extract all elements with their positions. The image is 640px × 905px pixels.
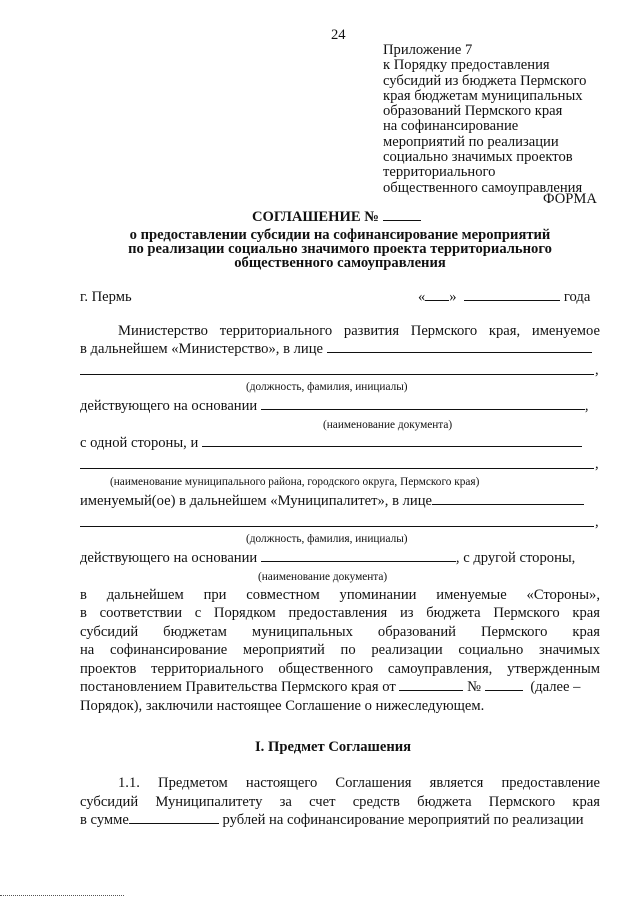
comma: , (595, 456, 599, 472)
agreement-subtitle (80, 228, 600, 270)
acting-basis-line (80, 397, 589, 415)
appendix-line: Приложение 7 (383, 42, 473, 58)
caption-position: (должность, фамилия, инициалы) (246, 381, 408, 393)
date-day-field[interactable] (425, 288, 449, 301)
ministry-basis-field[interactable] (261, 397, 585, 410)
resolution-date-field[interactable] (399, 678, 463, 691)
caption-municipality: (наименование муниципального района, городского округа, Пермского края) (110, 476, 480, 488)
appendix-line: образований Пермского края (383, 103, 563, 120)
date-field (418, 288, 590, 306)
municipality-name-line[interactable] (80, 468, 594, 469)
comma: , (584, 398, 589, 414)
appendix-line: субсидий из бюджета Пермского (383, 72, 587, 89)
appendix-block (383, 43, 586, 196)
caption-document: (наименование документа) (323, 419, 453, 431)
clause-sum-suffix: рублей на софинансирование мероприятий по реализации (222, 812, 584, 828)
body-line: в соответствии с Порядком предоставления из бюджета Пермского края (80, 605, 600, 621)
body-line: в дальнейшем при совместном упоминании именуемые «Стороны», (80, 587, 600, 603)
appendix-line: территориального (383, 164, 496, 181)
clause-sum-prefix: в сумме (80, 812, 129, 828)
body-line: субсидий бюджетам муниципальных образований Пермского края (80, 624, 600, 640)
subtitle-line: по реализации социально значимого проекта территориального (128, 241, 552, 257)
ministry-line1: Министерство территориального развития Пермского края, именуемое (118, 323, 600, 339)
municipality-basis-field[interactable] (261, 549, 456, 562)
date-quote-close: » (449, 289, 457, 305)
acting-basis-text: действующего на основании (80, 398, 258, 414)
agreement-title-text: СОГЛАШЕНИЕ № (252, 209, 379, 225)
ministry-representative-line[interactable] (80, 374, 594, 375)
other-side-text: , с другой стороны, (455, 550, 576, 566)
subtitle-line: общественного самоуправления (234, 255, 446, 271)
municipality-named-text: именуемый(ое) в дальнейшем «Муниципалитет», в лице (80, 493, 432, 509)
agreement-title (252, 208, 421, 226)
acting-basis-line2 (80, 549, 575, 567)
number-sign: № (467, 679, 481, 695)
ministry-line2 (80, 340, 592, 358)
appendix-line: социально значимых проектов (383, 149, 573, 166)
resolution-number-field[interactable] (485, 678, 523, 691)
subtitle-line: о предоставлении субсидии на софинансирование мероприятий (129, 227, 551, 243)
comma: , (595, 514, 599, 530)
appendix-line: к Порядку предоставления (383, 57, 550, 74)
date-year-label: года (563, 289, 591, 305)
acting-basis-text2: действующего на основании (80, 550, 258, 566)
resolution-line (80, 678, 580, 696)
footnote-separator (0, 895, 124, 896)
one-side-text: с одной стороны, и (80, 435, 199, 451)
appendix-line: на софинансирование (383, 118, 519, 135)
appendix-line: мероприятий по реализации (383, 133, 559, 150)
form-label: ФОРМА (543, 191, 597, 207)
municipality-named-line (80, 492, 584, 510)
resolution-prefix: постановлением Правительства Пермского края от (80, 679, 396, 695)
body-line: проектов территориального общественного самоуправления, утвержденным (80, 661, 600, 677)
city: г. Пермь (80, 289, 132, 305)
caption-position2: (должность, фамилия, инициалы) (246, 533, 408, 545)
clause-sum-line (80, 811, 584, 829)
date-quote-open: « (418, 289, 426, 305)
clause-line: субсидий Муниципалитету за счет средств бюджета Пермского края (80, 794, 600, 810)
one-side-line (80, 434, 582, 452)
agreement-number-field[interactable] (383, 208, 421, 221)
comma: , (595, 362, 599, 378)
clause-line: 1.1. Предметом настоящего Соглашения является предоставление (118, 775, 600, 791)
section-title: I. Предмет Соглашения (255, 739, 412, 755)
municipality-name-field[interactable] (202, 434, 582, 447)
date-month-field[interactable] (464, 288, 560, 301)
municipality-representative-line[interactable] (80, 526, 594, 527)
ministry-representative-field[interactable] (327, 340, 592, 353)
body-line: на софинансирование мероприятий по реализации социально значимых (80, 642, 600, 658)
municipality-representative-field[interactable] (432, 492, 584, 505)
body-last-line: Порядок), заключили настоящее Соглашение о нижеследующем. (80, 698, 485, 714)
appendix-line: общественного самоуправления (383, 179, 583, 196)
appendix-line: края бюджетам муниципальных (383, 87, 583, 104)
caption-document2: (наименование документа) (258, 571, 388, 583)
ministry-line2-text: в дальнейшем «Министерство», в лице (80, 341, 323, 357)
page-number: 24 (331, 27, 346, 43)
subsidy-sum-field[interactable] (129, 811, 219, 824)
resolution-suffix: (далее – (530, 679, 581, 695)
